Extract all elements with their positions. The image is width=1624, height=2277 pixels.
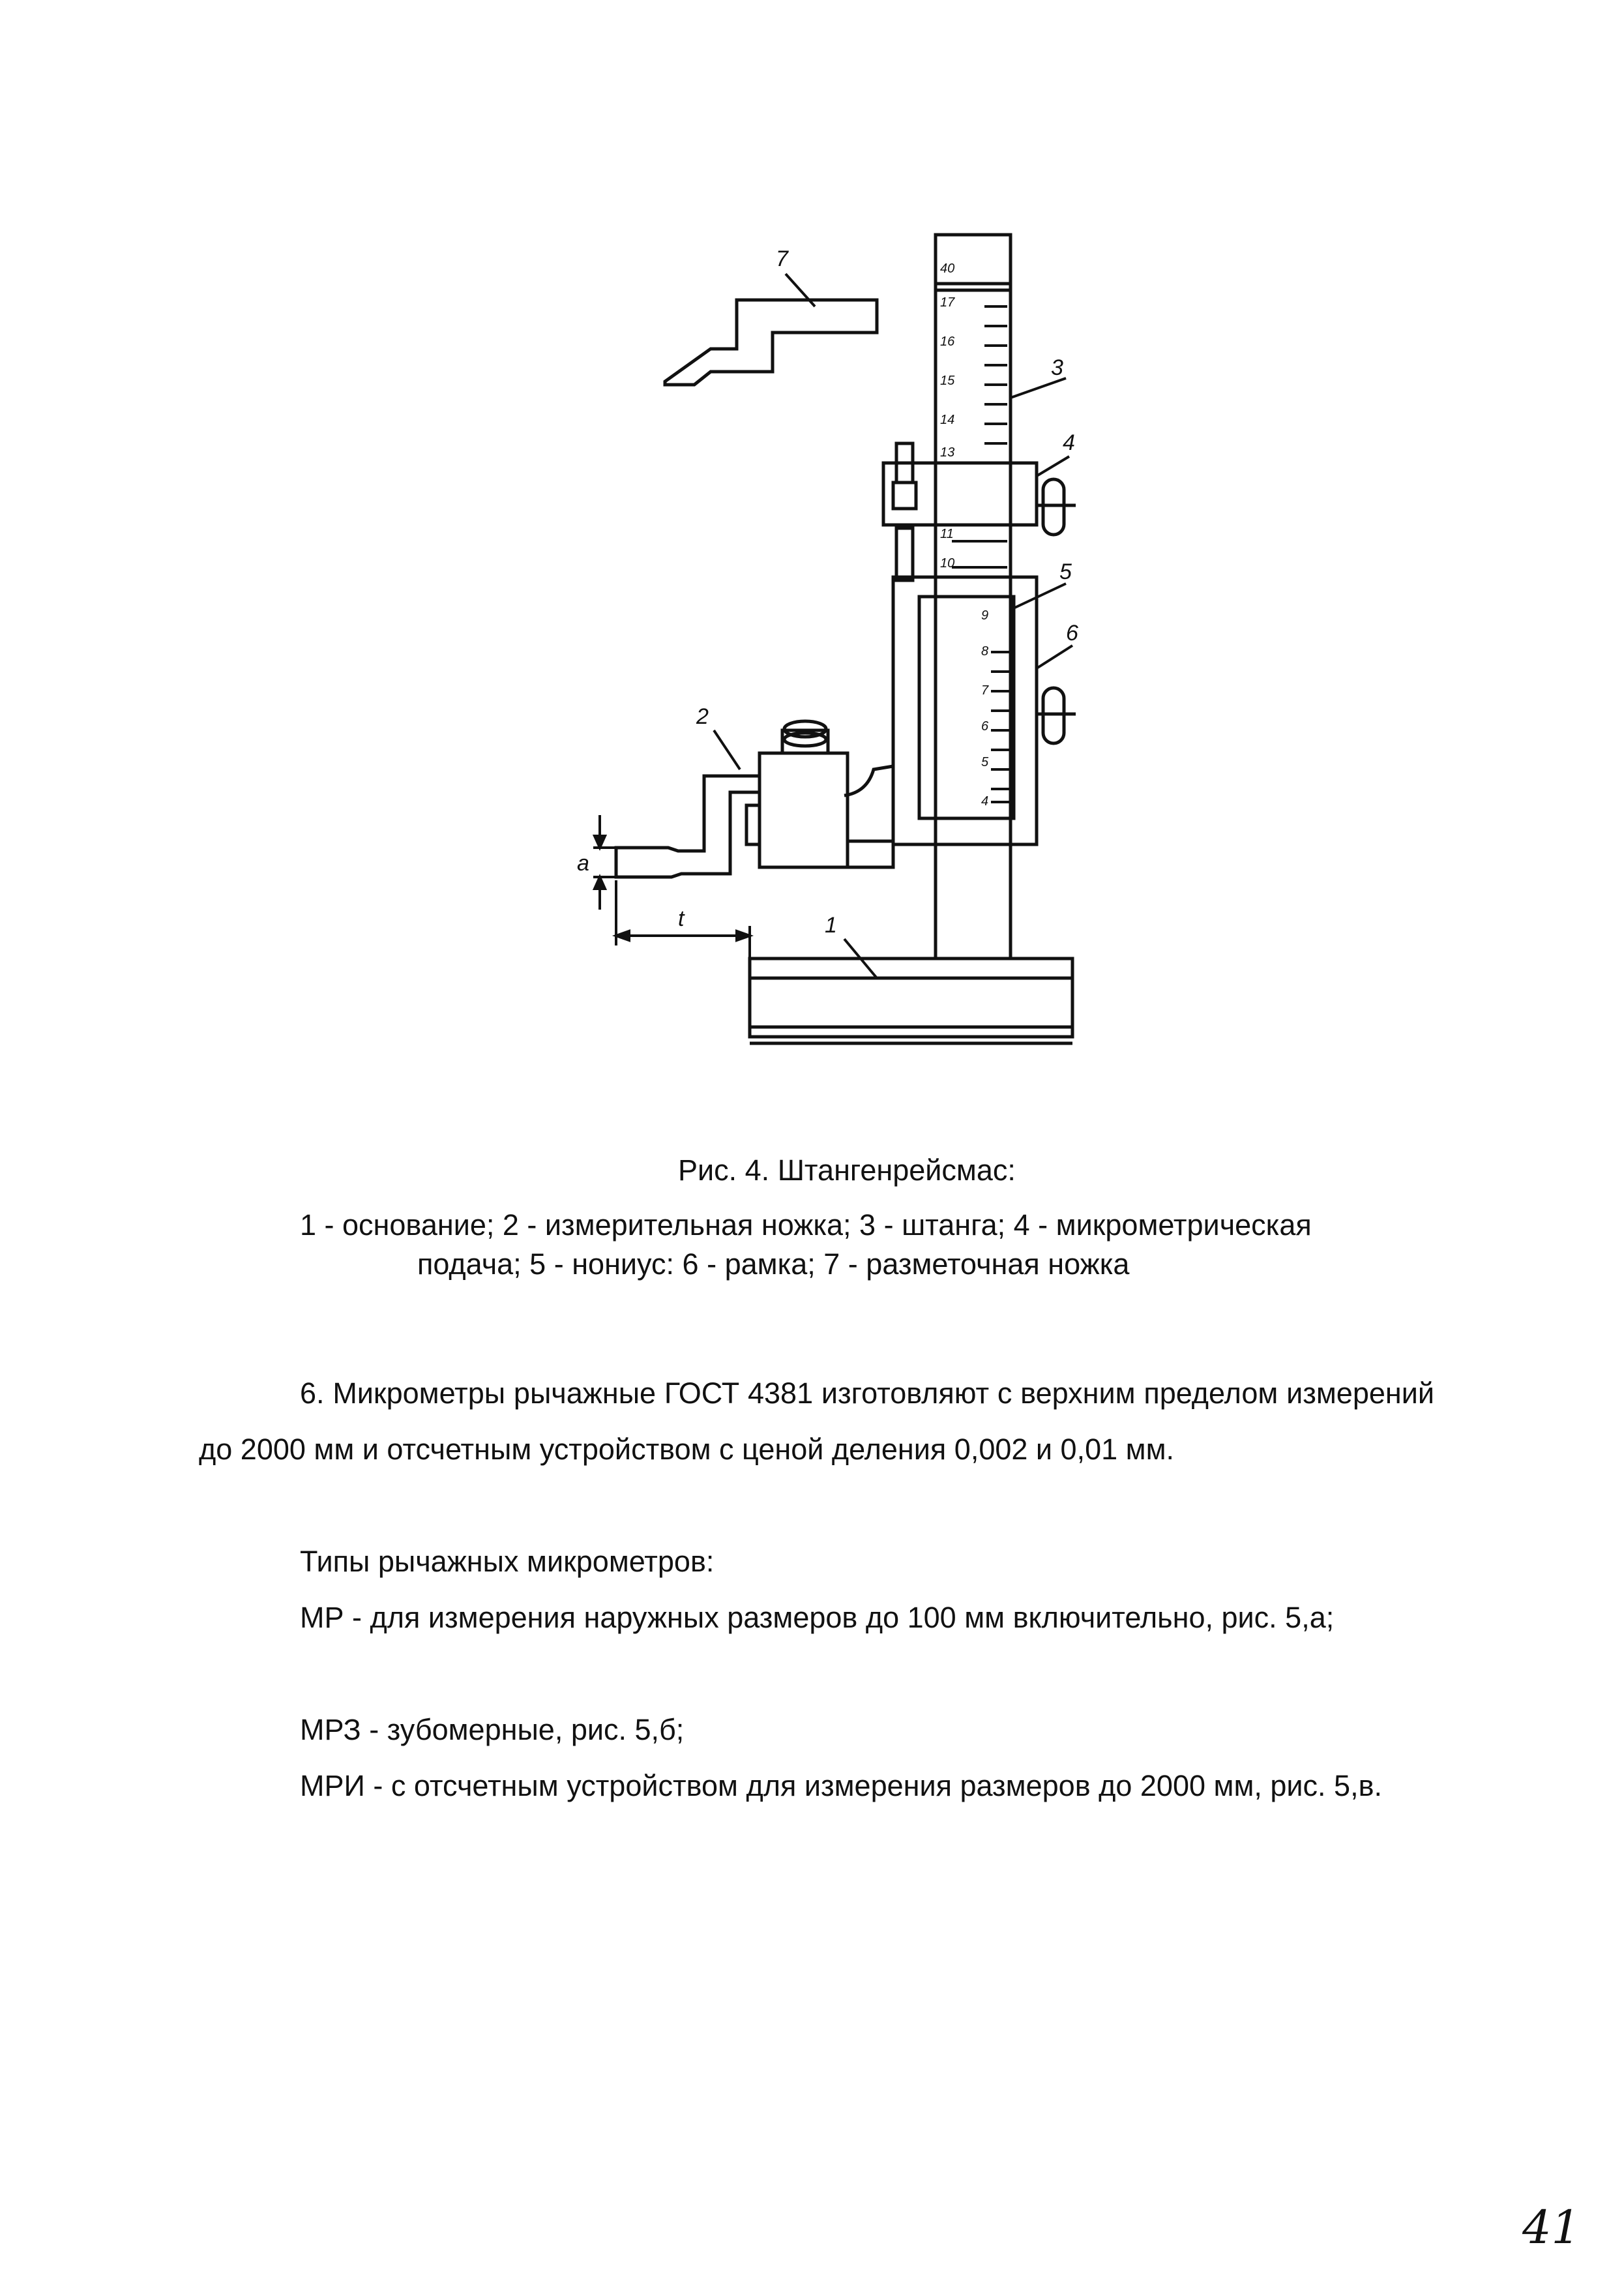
scale-label: 17 <box>940 295 955 310</box>
label-1: 1 <box>825 913 837 938</box>
leg-holder <box>760 753 848 867</box>
label-7: 7 <box>776 246 788 271</box>
vernier-label: 5 <box>981 755 989 769</box>
vernier-label: 6 <box>981 719 989 734</box>
vernier-window <box>919 597 1014 818</box>
figure-caption-title: Рис. 4. Штангенрейсмас: <box>678 1153 1016 1187</box>
scale-label: 16 <box>940 335 955 349</box>
vernier-label: 7 <box>981 683 989 698</box>
label-6: 6 <box>1066 621 1078 646</box>
label-2: 2 <box>696 704 709 729</box>
figure-caption-line1: 1 - основание; 2 - измерительная ножка; 3 - штанга; 4 - микрометрическая <box>300 1208 1312 1242</box>
paragraph-mr: МР - для измерения наружных размеров до 100 мм включительно, рис. 5,а; <box>300 1601 1335 1634</box>
page-number: 41 <box>1522 2201 1581 2254</box>
label-t: t <box>678 906 685 931</box>
base <box>750 959 1072 1037</box>
scale-label: 13 <box>940 445 955 460</box>
label-4: 4 <box>1063 430 1075 455</box>
scale-label: 40 <box>940 261 955 276</box>
vernier-label: 8 <box>981 644 989 659</box>
paragraph-mrz: МРЗ - зубомерные, рис. 5,б; <box>300 1713 685 1746</box>
micro-feed <box>883 463 1037 525</box>
marking-leg <box>665 300 877 385</box>
label-5: 5 <box>1059 559 1072 584</box>
scale-label: 11 <box>940 527 954 541</box>
paragraph-mri: МРИ - с отсчетным устройством для измерения размеров до 2000 мм, рис. 5,в. <box>300 1769 1382 1802</box>
paragraph-6: 6. Микрометры рычажные ГОСТ 4381 изготовляют с верхним пределом измерений до 2000 мм и отсчетным устройством с ценой деления 0,002 и 0,01 мм. <box>199 1377 1434 1466</box>
paragraph-types-heading: Типы рычажных микрометров: <box>300 1545 715 1578</box>
vernier-label: 9 <box>981 608 989 623</box>
measuring-leg <box>616 776 760 877</box>
label-a: a <box>577 851 589 876</box>
scale-label: 10 <box>940 556 955 571</box>
vernier-label: 4 <box>981 794 989 809</box>
figure-caption-line2: подача; 5 - нониус: 6 - рамка; 7 - разметочная ножка <box>417 1247 1130 1281</box>
scale-label: 14 <box>940 413 955 427</box>
label-3: 3 <box>1051 355 1063 380</box>
scale-label: 15 <box>940 374 955 388</box>
height-gauge-figure <box>0 0 1624 1109</box>
